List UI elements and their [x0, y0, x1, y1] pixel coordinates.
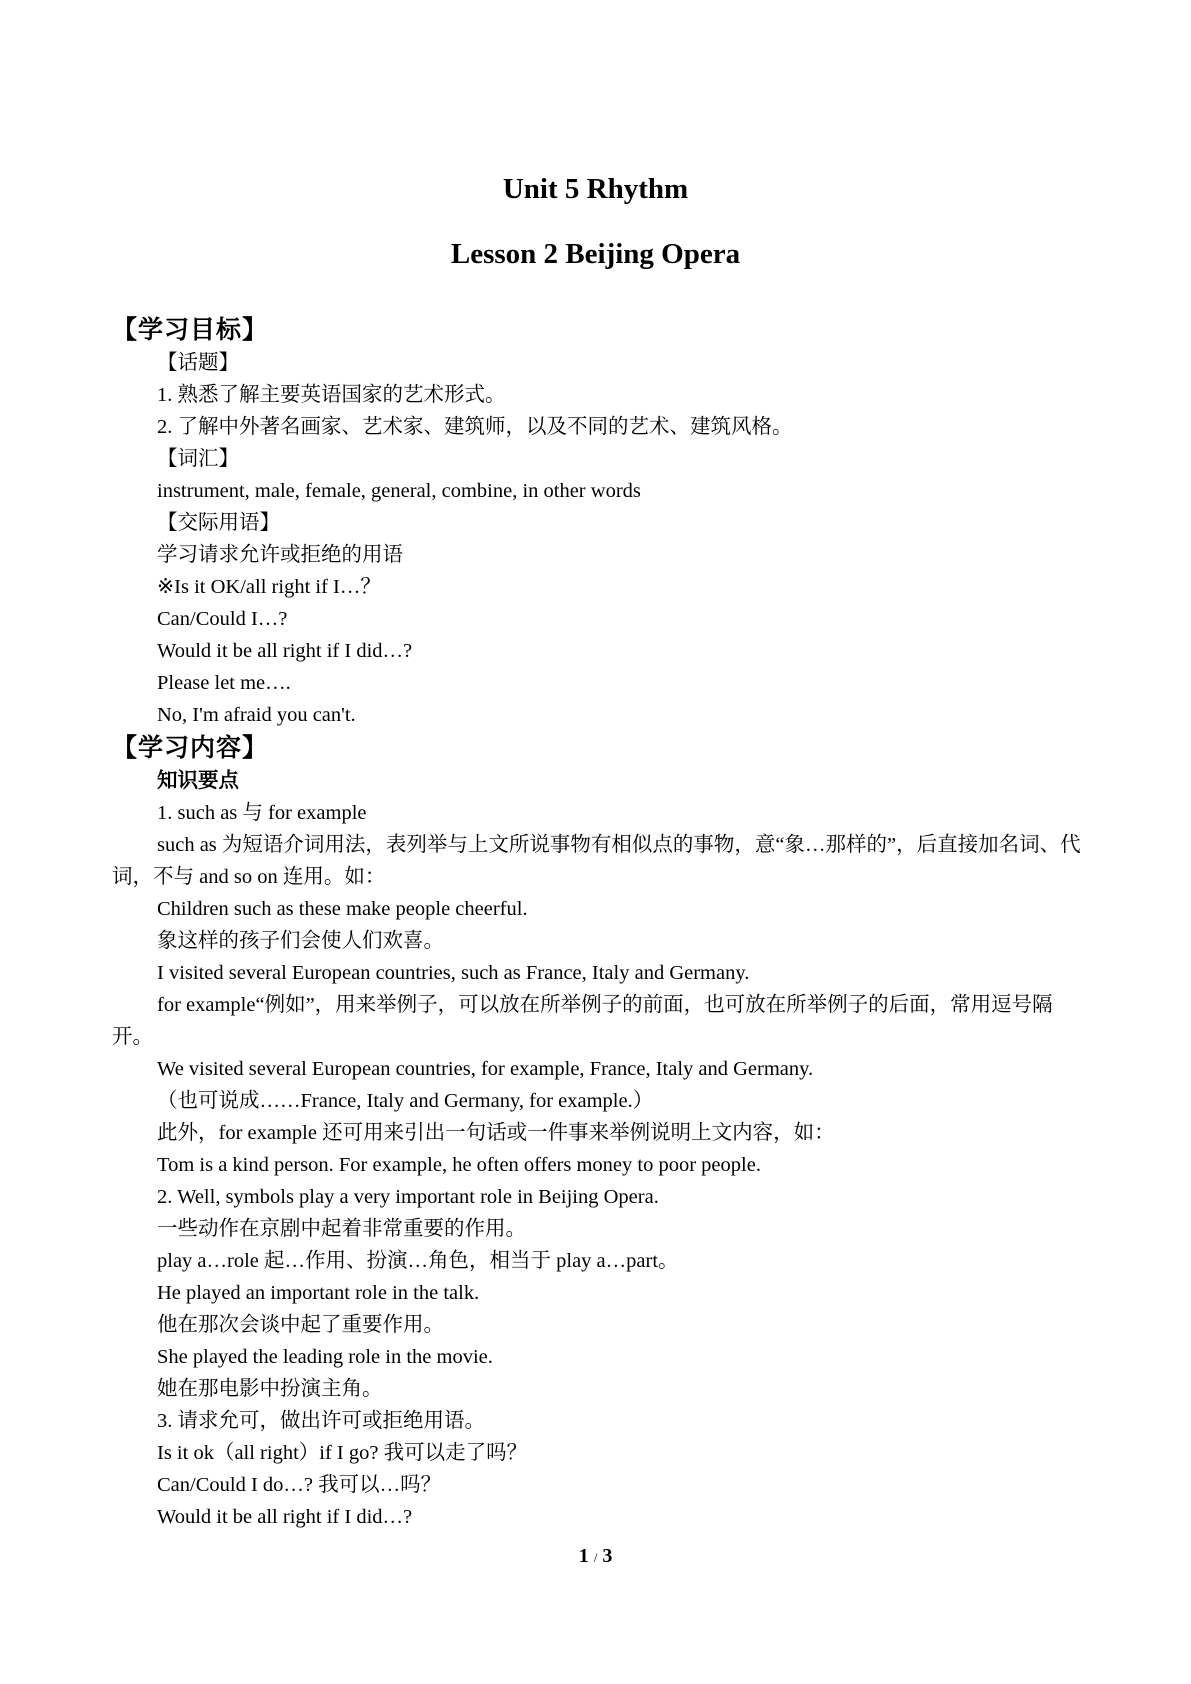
page-current: 1	[578, 1545, 589, 1567]
phrase-item: ※Is it OK/all right if I…？	[157, 576, 381, 598]
phrase-item: Can/Could I…?	[157, 608, 288, 630]
example-sentence: Can/Could I do…? 我可以…吗？	[157, 1474, 442, 1496]
vocab-heading: 【词汇】	[157, 448, 239, 470]
example-sentence: We visited several European countries, for example, France, Italy and Germany.	[157, 1058, 814, 1080]
phrase-item: Please let me….	[157, 672, 291, 694]
page-separator: /	[593, 1550, 598, 1565]
point1-paragraph: for example“例如”，用来举例子，可以放在所举例子的前面，也可放在所举例子的后面，常用逗号隔开。	[112, 994, 1053, 1048]
phrases-heading: 【交际用语】	[157, 512, 280, 534]
point2-title: 2. Well, symbols play a very important role in Beijing Opera.	[157, 1186, 659, 1208]
topic-heading: 【话题】	[157, 352, 239, 374]
example-sentence: I visited several European countries, such as France, Italy and Germany.	[157, 962, 750, 984]
point1-title: 1. such as 与 for example	[157, 802, 367, 824]
example-translation: 她在那电影中扮演主角。	[157, 1378, 383, 1400]
lesson-title: Lesson 2 Beijing Opera	[450, 238, 741, 270]
example-sentence: Children such as these make people cheerful.	[157, 898, 528, 920]
content-heading: 【学习内容】	[112, 735, 269, 762]
example-translation: 象这样的孩子们会使人们欢喜。	[157, 930, 444, 952]
usage-note: play a…role 起…作用、扮演…角色，相当于 play a…part。	[157, 1250, 679, 1272]
point1-paragraph: such as 为短语介词用法，表列举与上文所说事物有相似点的事物，意“象…那样的”，后直接加名词、代词，不与 and so on 连用。如：	[112, 834, 1081, 888]
example-translation: 一些动作在京剧中起着非常重要的作用。	[157, 1218, 526, 1240]
document-body	[112, 315, 1092, 1533]
example-sentence: Is it ok（all right）if I go? 我可以走了吗？	[157, 1442, 528, 1464]
example-sentence: Would it be all right if I did…?	[157, 1506, 413, 1528]
example-sentence: He played an important role in the talk.	[157, 1282, 480, 1304]
example-translation: 他在那次会谈中起了重要作用。	[157, 1314, 444, 1336]
topic-item: 1. 熟悉了解主要英语国家的艺术形式。	[157, 384, 506, 406]
vocab-text: instrument, male, female, general, combine, in other words	[157, 480, 641, 502]
objectives-heading: 【学习目标】	[112, 317, 269, 344]
page-total: 3	[602, 1545, 613, 1567]
points-heading: 知识要点	[157, 770, 239, 792]
example-sentence: Tom is a kind person. For example, he often offers money to poor people.	[157, 1154, 761, 1176]
point1-paragraph: 此外，for example 还可用来引出一句话或一件事来举例说明上文内容，如：	[157, 1122, 835, 1144]
topic-item: 2. 了解中外著名画家、艺术家、建筑师，以及不同的艺术、建筑风格。	[157, 416, 793, 438]
phrase-item: 学习请求允许或拒绝的用语	[157, 544, 403, 566]
example-sentence: She played the leading role in the movie.	[157, 1346, 493, 1368]
phrase-item: Would it be all right if I did…?	[157, 640, 413, 662]
point3-title: 3. 请求允可，做出许可或拒绝用语。	[157, 1410, 485, 1432]
phrase-item: No, I'm afraid you can't.	[157, 704, 356, 726]
example-note: （也可说成……France, Italy and Germany, for example.）	[157, 1090, 654, 1112]
unit-title: Unit 5 Rhythm	[502, 173, 689, 205]
page-number	[0, 1545, 1191, 1568]
